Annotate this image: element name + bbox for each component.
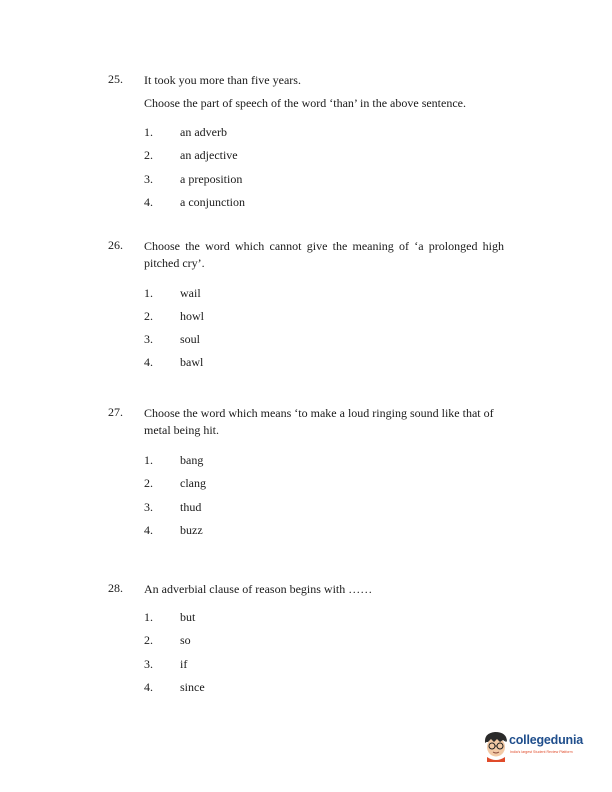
option-text: a preposition xyxy=(180,172,243,186)
option-number: 3. xyxy=(144,172,153,186)
question-text: An adverbial clause of reason begins with …… xyxy=(144,582,373,596)
option-number: 1. xyxy=(144,125,153,139)
option-text: clang xyxy=(180,476,206,490)
option-number: 2. xyxy=(144,309,153,323)
option-number: 2. xyxy=(144,476,153,490)
option-text: wail xyxy=(180,286,201,300)
option-number: 3. xyxy=(144,332,153,346)
option-number: 3. xyxy=(144,500,153,514)
question-text: Choose the word which means ‘to make a loud ringing sound like that of metal being hit. xyxy=(144,406,494,437)
option-text: an adjective xyxy=(180,148,238,162)
option-text: bawl xyxy=(180,355,204,369)
question-number: 26. xyxy=(108,238,123,252)
option-number: 3. xyxy=(144,657,153,671)
option-text: howl xyxy=(180,309,204,323)
option-number: 2. xyxy=(144,633,153,647)
question-text: It took you more than five years. xyxy=(144,73,301,87)
option-text: bang xyxy=(180,453,204,467)
option-number: 1. xyxy=(144,453,153,467)
question-instruction: Choose the part of speech of the word ‘than’ in the above sentence. xyxy=(144,96,466,110)
logo-brand-name: collegedunia xyxy=(509,733,584,747)
question-number: 25. xyxy=(108,72,123,86)
option-text: a conjunction xyxy=(180,195,245,209)
option-number: 2. xyxy=(144,148,153,162)
option-text: since xyxy=(180,680,205,694)
student-avatar-icon xyxy=(482,730,510,762)
option-number: 4. xyxy=(144,355,153,369)
option-text: so xyxy=(180,633,191,647)
collegedunia-logo xyxy=(482,730,592,764)
option-text: soul xyxy=(180,332,201,346)
question-number: 28. xyxy=(108,581,123,595)
option-text: if xyxy=(180,657,188,671)
option-text: thud xyxy=(180,500,202,514)
option-number: 4. xyxy=(144,195,153,209)
question-number: 27. xyxy=(108,405,123,419)
option-text: buzz xyxy=(180,523,203,537)
option-number: 4. xyxy=(144,523,153,537)
option-number: 1. xyxy=(144,610,153,624)
logo-tagline: India's largest Student Review Platform xyxy=(510,750,573,754)
option-text: an adverb xyxy=(180,125,227,139)
option-number: 1. xyxy=(144,286,153,300)
option-text: but xyxy=(180,610,196,624)
option-number: 4. xyxy=(144,680,153,694)
question-text: Choose the word which cannot give the meaning of ‘a prolonged high pitched cry’. xyxy=(144,239,504,270)
